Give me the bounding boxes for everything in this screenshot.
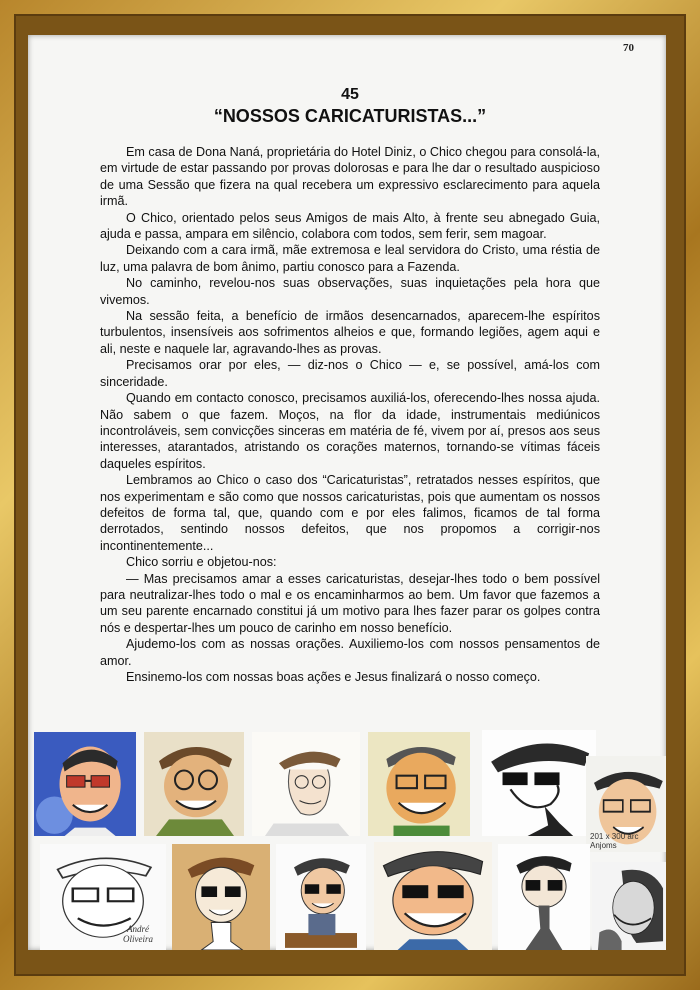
paragraph: Lembramos ao Chico o caso dos “Caricaturistas”, retratados nesses espíritos, que nos experimentam e são como que nossos caricaturistas, pois que aumentam os nossos defeitos de forma tal, que, quando com e por eles falimos, ficamos de tal forma derrotados, sentindo nossos defeitos, que nos propomos a corrigir-nos incontinentemente...: [100, 473, 600, 553]
caricature-image-9: [276, 844, 366, 950]
paragraph: O Chico, orientado pelos seus Amigos de mais Alto, à frente seu abnegado Guia, ajuda e passa, ampara em silêncio, colabora com todos, sem ferir, sem magoar.: [100, 210, 600, 242]
body-text: [100, 144, 600, 685]
caricature-image-8: [172, 844, 270, 950]
caricature-image-7: [40, 844, 166, 950]
chapter-number: 45: [341, 86, 359, 103]
caricature-image-6: [586, 756, 666, 852]
paragraph: Deixando com a cara irmã, mãe extremosa e leal servidora do Cristo, uma réstia de luz, uma palavra de bom ânimo, partiu conosco para a Fazenda.: [100, 243, 600, 274]
caricature-image-2: [144, 732, 244, 836]
caption-author: arc Anjoms: [590, 832, 639, 850]
paragraph: Ajudemo-los com as nossas orações. Auxiliemo-los com nossos pensamentos de amor.: [100, 637, 600, 668]
paragraph: Precisamos orar por eles, — diz-nos o Chico — e, se possível, amá-los com sinceridade.: [100, 358, 600, 389]
paragraph: — Mas precisamos amar a esses caricaturistas, desejar-lhes todo o bem possível para neutralizar-lhes todo o mal e os encaminharmos ao bem. Um favor que fazemos a um seu parente encarnado constitui já um motivo para lhes fazer parar os golpes contra nós e despertar-lhes um pouco de carinho em nosso benefício.: [100, 571, 600, 635]
paragraph: No caminho, revelou-nos suas observações, suas inquietações pela hora que vivemos.: [100, 276, 600, 307]
caricature-image-11: [498, 844, 590, 950]
caricature-image-1: [34, 732, 136, 836]
caricature-image-4: [368, 732, 470, 836]
page-number: 70: [623, 42, 634, 54]
image-size-caption: [590, 832, 666, 850]
paragraph: Ensinemo-los com nossas boas ações e Jesus finalizará o nosso começo.: [126, 670, 541, 684]
caricature-image-3: [252, 732, 360, 836]
paragraph: Em casa de Dona Naná, proprietária do Hotel Diniz, o Chico chegou para consolá-la, em virtude de estar passando por provas dolorosas e para lhe dar o resultado auspicioso de uma Sessão que fizera na qual recebera um expressivo esclarecimento para aquela irmã.: [100, 145, 600, 209]
artist-signature: André Oliveira: [123, 924, 153, 944]
paragraph: Quando em contacto conosco, precisamos auxiliá-los, oferecendo-lhes nossa ajuda. Não sabem o que fazem. Moços, na flor da idade, instrumentais mediúnicos incontroláveis, sem convicções sinceras em matéria de fé, vivem por aí, presos aos seus interesses, atarantados, atristando os corações maternos, tornando-se vítimas fáceis daqueles espíritos.: [100, 391, 600, 471]
paragraph: Na sessão feita, a benefício de irmãos desencarnados, aparecem-lhe espíritos turbulentos, insensíveis aos sofrimentos alheios e que, formando legiões, agem aqui e ali, neste e naquele lar, agravando-lhes as provas.: [100, 309, 600, 356]
chapter-title: “NOSSOS CARICATURISTAS...”: [213, 106, 487, 126]
paragraph: Chico sorriu e objetou-nos:: [126, 555, 277, 570]
caricature-image-12: [592, 862, 666, 950]
caption-size: 201 x 300: [590, 832, 626, 841]
caricature-image-5: [482, 730, 596, 836]
caricature-image-10: [374, 842, 492, 950]
